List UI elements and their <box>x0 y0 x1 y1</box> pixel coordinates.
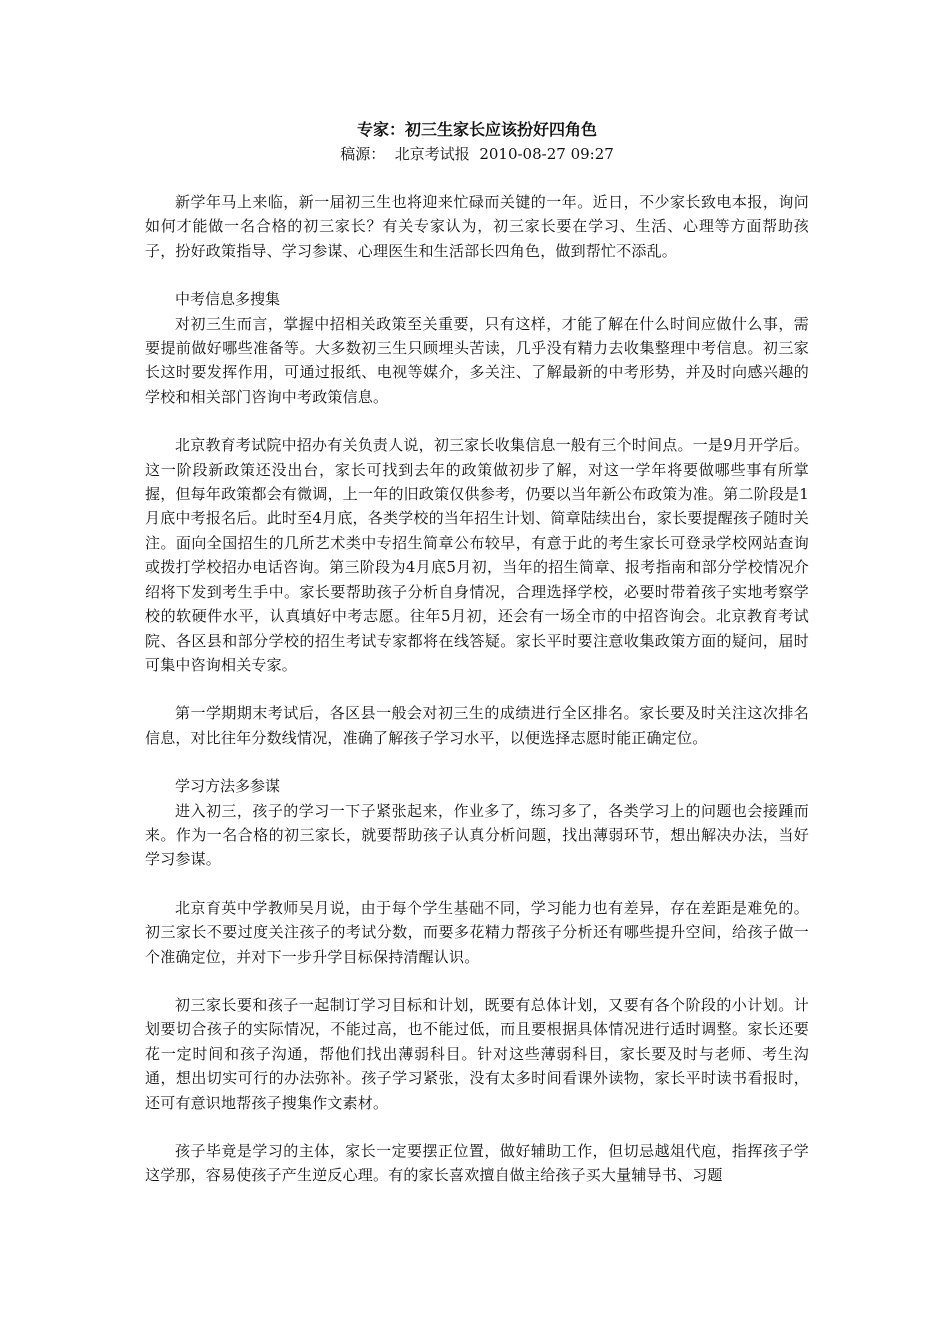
paragraph-study-advisor: 进入初三，孩子的学习一下子紧张起来，作业多了，练习多了，各类学习上的问题也会接踵而来。作为一名合格的初三家长，就要帮助孩子认真分析问题，找出薄弱环节，想出解决办法，当好学习参谋。 <box>145 801 809 869</box>
paragraph-intro: 新学年马上来临，新一届初三生也将迎来忙碌而关键的一年。近日，不少家长致电本报，询问如何才能做一名合格的初三家长？有关专家认为，初三家长要在学习、生活、心理等方面帮助孩子，扮好政策指导、学习参谋、心理医生和生活部长四角色，做到帮忙不添乱。 <box>145 193 809 260</box>
meta-gap <box>385 145 395 163</box>
section-heading-info: 中考信息多搜集 <box>175 290 281 309</box>
document-page <box>145 118 809 1212</box>
paragraph-timeline: 北京教育考试院中招办有关负责人说，初三家长收集信息一般有三个时间点。一是9月开学后。这一阶段新政策还没出台，家长可找到去年的政策做初步了解，对这一学年将要做哪些事有所掌握，但每年政策都会有微调，上一年的旧政策仅供参考，仍要以当年新公布政策为准。第二阶段是1月底中考报名后。此时至4月底，各类学校的当年招生计划、简章陆续出台，家长要提醒孩子随时关注。面向全国招生的几所艺术类中专招生简章公布较早，有意于此的考生家长可登录学校网站查询或拨打学校招办电话咨询。第三阶段为4月底5月初，当年的招生简章、报考指南和部分学校情况介绍将下发到考生手中。家长要帮助孩子分析自身情况，合理选择学校，必要时带着孩子实地考察学校的软硬件水平，认真填好中考志愿。往年5月初，还会有一场全市的中招咨询会。北京教育考试院、各区县和部分学校的招生考试专家都将在线答疑。家长平时要注意收集政策方面的疑问，届时可集中咨询相关专家。 <box>145 436 809 674</box>
article-title: 专家：初三生家长应该扮好四角色 <box>356 120 597 139</box>
paragraph-student-subject: 孩子毕竟是学习的主体，家长一定要摆正位置，做好辅助工作，但切忌越俎代庖，指挥孩子学这学那，容易使孩子产生逆反心理。有的家长喜欢擅自做主给孩子买大量辅导书、习题 <box>145 1142 809 1185</box>
paragraph-study-plan: 初三家长要和孩子一起制订学习目标和计划，既要有总体计划，又要有各个阶段的小计划。计划要切合孩子的实际情况，不能过高，也不能过低，而且要根据具体情况进行适时调整。家长还要花一定时间和孩子沟通，帮他们找出薄弱科目。针对这些薄弱科目，家长要及时与老师、考生沟通，想出切实可行的办法弥补。孩子学习紧张，没有太多时间看课外读物，家长平时读书看报时，还可有意识地帮孩子搜集作文素材。 <box>145 995 809 1112</box>
paragraph-teacher-quote: 北京育英中学教师吴月说，由于每个学生基础不同，学习能力也有差异，存在差距是难免的。初三家长不要过度关注孩子的考试分数，而要多花精力帮孩子分析还有哪些提升空间，给孩子做一个准确定位，并对下一步升学目标保持清醒认识。 <box>145 898 809 966</box>
article-meta <box>145 142 809 166</box>
meta-gap <box>470 145 480 163</box>
paragraph-policy: 对初三生而言，掌握中招相关政策至关重要，只有这样，才能了解在什么时间应做什么事，需要提前做好哪些准备等。大多数初三生只顾埋头苦读，几乎没有精力去收集整理中考信息。初三家长这时要发挥作用，可通过报纸、电视等媒介，多关注、了解最新的中考形势，并及时向感兴趣的学校和相关部门咨询中考政策信息。 <box>145 314 809 406</box>
section-heading-study: 学习方法多参谋 <box>175 777 281 796</box>
source-label: 稿源： <box>340 145 386 163</box>
source-name: 北京考试报 <box>394 145 470 163</box>
publish-datetime: 2010-08-27 09:27 <box>479 145 614 163</box>
paragraph-ranking: 第一学期期末考试后，各区县一般会对初三生的成绩进行全区排名。家长要及时关注这次排名信息，对比往年分数线情况，准确了解孩子学习水平，以便选择志愿时能正确定位。 <box>145 704 809 747</box>
